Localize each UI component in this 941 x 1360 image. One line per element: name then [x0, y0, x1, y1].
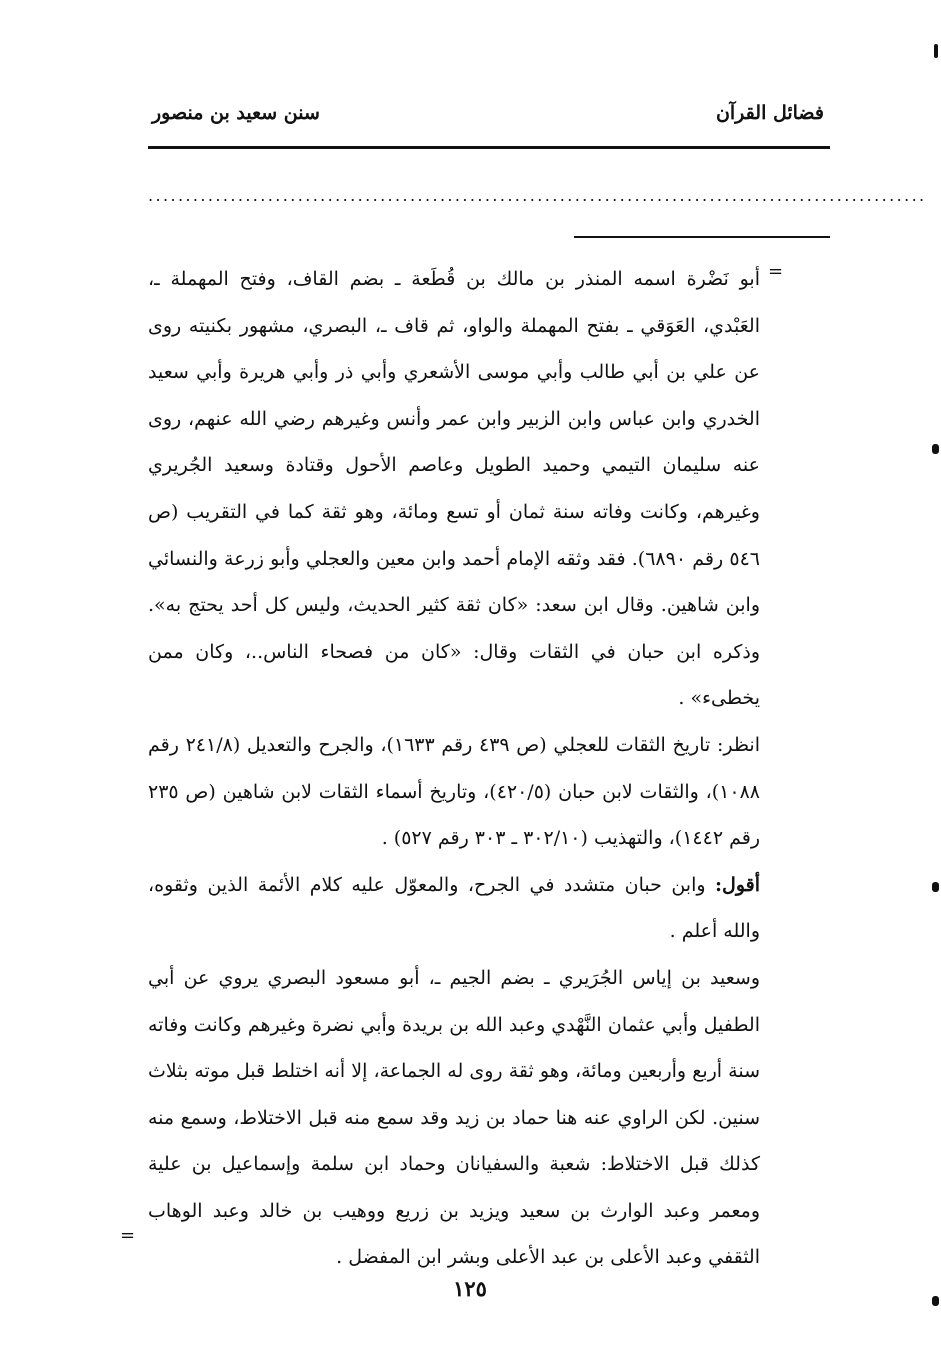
aqul-text: وابن حبان متشدد في الجرح، والمعوّل عليه كلام الأئمة الذين وثقوه، والله أعلم .: [148, 873, 760, 943]
series-title: سنن سعيد بن منصور: [152, 102, 320, 124]
scan-edge-mark: [932, 444, 939, 454]
dotted-separator: ........................................................................................................: [148, 186, 927, 205]
scan-edge-mark: [932, 1296, 939, 1306]
narrator-bio-abu-nadra: أبو نَضْرة اسمه المنذر بن مالك بن قُطَعة ـ بضم القاف، وفتح المهملة ـ، العَبْدي، العَوَقي ـ بفتح المهملة والواو، ثم قاف ـ، البصري، مشهور بكنيته روى عن علي بن أبي طالب وأبي موسى الأشعري وأبي ذر وأبي هريرة وأبي سعيد الخدري وابن عباس وابن الزبير وابن عمر وأنس وغيرهم رضي الله عنهم، روى عنه سليمان التيمي وحميد الطويل وعاصم الأحول وقتادة وسعيد الجُريري وغيرهم، وكانت وفاته سنة ثمان أو تسع ومائة، وهو ثقة كما في التقريب (ص ٥٤٦ رقم ٦٨٩٠). فقد وثقه الإمام أحمد وابن معين والعجلي وأبو زرعة والنسائي وابن شاهين. وقال ابن سعد: «كان ثقة كثير الحديث، وليس كل أحد يحتج به». وذكره ابن حبان في الثقات وقال: «كان من فصحاء الناس..، وكان ممن يخطىء» .: [148, 268, 761, 710]
continuation-mark-bottom: =: [120, 1225, 136, 1246]
author-comment: [148, 862, 760, 955]
header-rule: [148, 146, 830, 149]
footnote-rule: [574, 236, 830, 238]
aqul-label: أقول:: [715, 873, 760, 896]
page-number: ١٢٥: [453, 1276, 487, 1301]
references: انظر: تاريخ الثقات للعجلي (ص ٤٣٩ رقم ١٦٣٣)، والجرح والتعديل (٢٤١/٨ رقم ١٠٨٨)، والثقات لابن حبان (٤٢٠/٥)، وتاريخ أسماء الثقات لابن شاهين (ص ٢٣٥ رقم ١٤٤٢)، والتهذيب (٣٠٢/١٠ ـ ٣٠٣ رقم ٥٢٧) .: [148, 733, 760, 850]
book-title: فضائل القرآن: [715, 102, 824, 124]
narrator-bio-jurairi: وسعيد بن إياس الجُرَيري ـ بضم الجيم ـ، أبو مسعود البصري يروي عن أبي الطفيل وأبي عثمان النَّهْدي وعبد الله بن بريدة وأبي نضرة وغيرهم وكانت وفاته سنة أربع وأربعين ومائة، وهو ثقة روى له الجماعة، إلا أنه اختلط قبل موته بثلاث سنين. لكن الراوي عنه هنا حماد بن زيد وقد سمع منه قبل الاختلاط، وسمع منه كذلك قبل الاختلاط: شعبة والسفيانان وحماد ابن سلمة وإسماعيل بن علية ومعمر وعبد الوارث بن سعيد ويزيد بن زريع ووهيب بن خالد وعبد الوهاب الثقفي وعبد الأعلى بن عبد الأعلى وبشر ابن المفضل .: [148, 966, 760, 1269]
running-header: [148, 102, 828, 138]
footnote-body: [148, 256, 760, 1281]
scan-edge-mark: [934, 44, 938, 58]
continuation-mark-top: =: [768, 261, 784, 282]
scan-edge-mark: [932, 882, 939, 892]
